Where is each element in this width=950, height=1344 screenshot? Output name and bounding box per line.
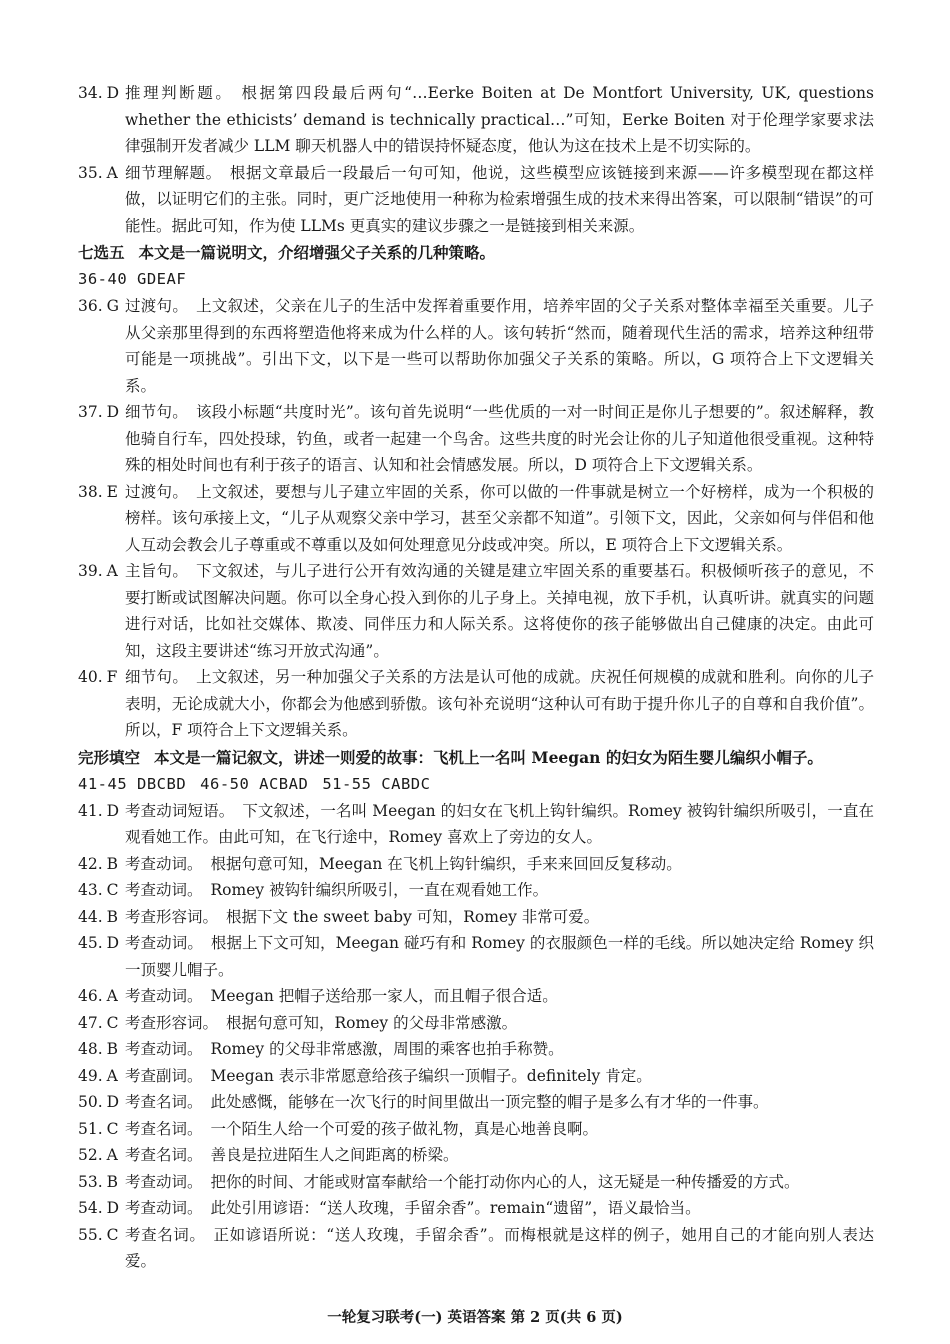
question-number: 52. xyxy=(78,1146,103,1164)
question-number: 48. xyxy=(78,1040,103,1058)
question-number: 46. xyxy=(78,987,103,1005)
section-label: 完形填空 xyxy=(78,747,141,767)
question-number-and-answer xyxy=(78,479,118,506)
explanation-text: 根据第四段最后两句“…Eerke Boiten at De Montfort University, UK, questions whether the ethicists’ demand is technically practical…”可知，Eerke Boiten 对于伦理学家要求法律强制开发者减少 LLM 聊天机器人中的错误持怀疑态度，他认为这在技术上是不切实际的。 xyxy=(125,84,874,155)
explanation-text: 一个陌生人给一个可爱的孩子做礼物，真是心地善良啊。 xyxy=(210,1119,599,1138)
explanation-text: 该段小标题“共度时光”。该句首先说明“一些优质的一对一时间正是你儿子想要的”。叙述解释，教他骑自行车，四处投球，钓鱼，或者一起建一个鸟舍。这些共度的时光会让你的儿子知道他很受重视。这种特殊的相处时间也有利于孩子的语言、认知和社会情感发展。所以，D 项符合上下文逻辑关系。 xyxy=(125,403,874,474)
question-number-and-answer xyxy=(78,399,119,426)
explanation-text: 根据下文 the sweet baby 可知，Romey 非常可爱。 xyxy=(226,907,600,926)
answer-key-group: 36-40 GDEAF xyxy=(78,270,187,288)
answer-item xyxy=(78,1169,874,1196)
answer-letter: C xyxy=(106,881,119,899)
question-type: 考查名词。 xyxy=(125,1225,206,1244)
question-number: 37. xyxy=(78,403,103,421)
explanation-text: 正如谚语所说：“送人玫瑰，手留余香”。而梅根就是这样的例子，她用自己的才能向别人表达爱。 xyxy=(125,1225,874,1270)
answer-letter: E xyxy=(106,482,118,501)
answer-item xyxy=(78,664,874,744)
question-number-and-answer xyxy=(78,1195,119,1222)
answer-item xyxy=(78,293,874,399)
explanation-text: Meegan 把帽子送给那一家人，而且帽子很合适。 xyxy=(210,987,558,1005)
section-title: 本文是一篇记叙文，讲述一则爱的故事：飞机上一名叫 Meegan 的妇女为陌生婴儿编织小帽子。 xyxy=(154,747,823,767)
answer-letter: C xyxy=(106,1119,119,1138)
answer-item xyxy=(78,983,874,1010)
answer-letter: C xyxy=(106,1013,119,1032)
question-number-and-answer xyxy=(78,930,119,957)
question-number: 34. xyxy=(78,84,103,102)
answer-letter: G xyxy=(106,297,120,315)
question-number: 50. xyxy=(78,1093,103,1111)
question-type: 考查动词。 xyxy=(125,1172,203,1191)
answer-letter: B xyxy=(106,907,119,926)
answer-key-group: 41-45 DBCBD xyxy=(78,774,187,793)
question-type: 细节理解题。 xyxy=(125,163,222,182)
question-type: 考查动词。 xyxy=(125,987,203,1005)
answer-item xyxy=(78,930,874,983)
question-number: 45. xyxy=(78,934,103,952)
question-number-and-answer xyxy=(78,1142,118,1169)
answer-item xyxy=(78,160,874,240)
question-number: 35. xyxy=(78,163,103,182)
question-type: 主旨句。 xyxy=(125,562,189,580)
answer-item xyxy=(78,1089,874,1116)
question-number: 55. xyxy=(78,1225,103,1244)
answer-item xyxy=(78,904,874,931)
answer-letter: A xyxy=(106,1066,118,1085)
explanation-text: 善良是拉进陌生人之间距离的桥梁。 xyxy=(210,1146,459,1164)
seven-choose-five-answers xyxy=(78,293,874,744)
answer-letter: A xyxy=(106,163,118,182)
question-number: 41. xyxy=(78,801,103,820)
answer-letter: D xyxy=(106,801,120,820)
question-number-and-answer xyxy=(78,1036,118,1063)
answer-letter: A xyxy=(106,562,118,580)
answer-item xyxy=(78,399,874,479)
question-number: 47. xyxy=(78,1013,103,1032)
question-number-and-answer xyxy=(78,1010,119,1037)
question-number-and-answer xyxy=(78,80,119,107)
explanation-text: Meegan 表示非常愿意给孩子编织一顶帽子。definitely 肯定。 xyxy=(210,1066,652,1085)
question-number: 36. xyxy=(78,297,103,315)
answer-item xyxy=(78,1116,874,1143)
explanation-text: 根据文章最后一段最后一句可知，他说，这些模型应该链接到来源——许多模型现在都这样做，以证明它们的主张。同时，更广泛地使用一种称为检索增强生成的技术来得出答案，可以限制“错误”的可能性。据此可知，作为使 LLMs 更真实的建议步骤之一是链接到相关来源。 xyxy=(125,163,874,235)
answer-item xyxy=(78,798,874,851)
question-number: 38. xyxy=(78,482,103,501)
question-type: 细节句。 xyxy=(125,403,188,421)
answer-item xyxy=(78,1195,874,1222)
answer-letter: A xyxy=(106,1146,118,1164)
answer-key-group: 51-55 CABDC xyxy=(322,774,431,793)
question-number-and-answer xyxy=(78,1169,118,1196)
answer-key-line xyxy=(78,266,874,293)
question-number-and-answer xyxy=(78,877,119,904)
answer-letter: D xyxy=(106,84,120,102)
answer-key-group: 46-50 ACBAD xyxy=(200,774,309,793)
answer-item xyxy=(78,80,874,160)
question-number: 54. xyxy=(78,1199,103,1217)
question-number-and-answer xyxy=(78,1222,119,1249)
answer-letter: D xyxy=(106,1199,120,1217)
answer-item xyxy=(78,1010,874,1037)
question-number: 44. xyxy=(78,907,103,926)
explanation-text: 根据句意可知，Romey 的父母非常感激。 xyxy=(226,1013,518,1032)
explanation-text: 下文叙述，与儿子进行公开有效沟通的关键是建立牢固关系的重要基石。积极倾听孩子的意见，不要打断或试图解决问题。你可以全身心投入到你的儿子身上。关掉电视，放下手机，认真听讲。就真实的问题进行对话，比如社交媒体、欺凌、同伴压力和人际关系。这将使你的孩子能够做出自己健康的决定。由此可知，这段主要讲述“练习开放式沟通”。 xyxy=(125,562,874,660)
answer-item xyxy=(78,479,874,559)
answer-letter: F xyxy=(106,668,118,686)
question-number: 40. xyxy=(78,668,103,686)
question-type: 考查动词短语。 xyxy=(125,801,235,820)
answer-letter: A xyxy=(106,987,118,1005)
question-type: 考查形容词。 xyxy=(125,1013,219,1032)
explanation-text: Romey 的父母非常感激，周围的乘客也拍手称赞。 xyxy=(210,1040,564,1058)
answer-item xyxy=(78,1142,874,1169)
question-type: 考查动词。 xyxy=(125,854,203,873)
explanation-text: 此处引用谚语：“送人玫瑰，手留余香”。remain“遗留”，语义最恰当。 xyxy=(210,1199,701,1217)
answer-key-line xyxy=(78,771,874,798)
question-type: 考查形容词。 xyxy=(125,907,219,926)
answer-item xyxy=(78,1036,874,1063)
question-number: 42. xyxy=(78,854,103,873)
explanation-text: 此处感慨，能够在一次飞行的时间里做出一顶完整的帽子是多么有才华的一件事。 xyxy=(210,1093,769,1111)
answer-item xyxy=(78,1063,874,1090)
question-number-and-answer xyxy=(78,160,118,187)
section-heading-cloze xyxy=(78,744,874,771)
answer-item xyxy=(78,558,874,664)
answer-letter: D xyxy=(106,934,120,952)
question-number-and-answer xyxy=(78,1063,118,1090)
question-number: 51. xyxy=(78,1119,103,1138)
cloze-answers xyxy=(78,798,874,1275)
answer-item xyxy=(78,1222,874,1275)
question-number-and-answer xyxy=(78,558,118,585)
question-type: 考查动词。 xyxy=(125,1040,203,1058)
explanation-text: 根据句意可知，Meegan 在飞机上钩针编织，手来来回回反复移动。 xyxy=(210,854,682,873)
explanation-text: 根据上下文可知，Meegan 碰巧有和 Romey 的衣服颜色一样的毛线。所以她决定给 Romey 织一顶婴儿帽子。 xyxy=(125,934,874,979)
question-number: 49. xyxy=(78,1066,103,1085)
page-content xyxy=(78,80,874,1275)
question-type: 考查动词。 xyxy=(125,881,203,899)
page-footer: 一轮复习联考(一) 英语答案 第 2 页(共 6 页) xyxy=(327,1309,623,1326)
answer-letter: B xyxy=(106,854,119,873)
answer-letter: D xyxy=(106,1093,120,1111)
section-heading-seven-choose-five xyxy=(78,239,874,266)
question-number: 53. xyxy=(78,1172,103,1191)
answer-item xyxy=(78,877,874,904)
answer-letter: C xyxy=(106,1225,119,1244)
question-number-and-answer xyxy=(78,983,118,1010)
explanation-text: Romey 被钩针编织所吸引，一直在观看她工作。 xyxy=(210,881,549,899)
section-label: 七选五 xyxy=(78,243,125,262)
explanation-text: 上文叙述，父亲在儿子的生活中发挥着重要作用，培养牢固的父子关系对整体幸福至关重要。儿子从父亲那里得到的东西将塑造他将来成为什么样的人。该句转折“然而，随着现代生活的需求，培养这种纽带可能是一项挑战”。引出下文，以下是一些可以帮助你加强父子关系的策略。所以，G 项符合上下文逻辑关系。 xyxy=(125,297,874,395)
section-title: 本文是一篇说明文，介绍增强父子关系的几种策略。 xyxy=(138,243,496,262)
question-number: 43. xyxy=(78,881,103,899)
question-type: 过渡句。 xyxy=(125,297,189,315)
question-number-and-answer xyxy=(78,851,118,878)
answer-letter: D xyxy=(106,403,120,421)
question-number-and-answer xyxy=(78,1116,119,1143)
question-number: 39. xyxy=(78,562,103,580)
question-type: 考查名词。 xyxy=(125,1146,203,1164)
question-type: 推理判断题。 xyxy=(125,84,234,102)
answer-item xyxy=(78,851,874,878)
explanation-text: 上文叙述，要想与儿子建立牢固的关系，你可以做的一件事就是树立一个好榜样，成为一个积极的榜样。该句承接上文，“儿子从观察父亲中学习，甚至父亲都不知道”。引领下文，因此，父亲如何与伴侣和他人互动会教会儿子尊重或不尊重以及如何处理意见分歧或冲突。所以，E 项符合上下文逻辑关系。 xyxy=(125,482,874,554)
explanation-text: 上文叙述，另一种加强父子关系的方法是认可他的成就。庆祝任何规模的成就和胜利。向你的儿子表明，无论成就大小，你都会为他感到骄傲。该句补充说明“这种认可有助于提升你儿子的自尊和自我价值”。所以，F 项符合上下文逻辑关系。 xyxy=(125,668,874,739)
explanation-text: 下文叙述，一名叫 Meegan 的妇女在飞机上钩针编织。Romey 被钩针编织所吸引，一直在观看她工作。由此可知，在飞行途中，Romey 喜欢上了旁边的女人。 xyxy=(125,801,874,846)
question-number-and-answer xyxy=(78,1089,119,1116)
answer-letter: B xyxy=(106,1172,119,1191)
question-number-and-answer xyxy=(78,664,117,691)
question-number-and-answer xyxy=(78,293,119,320)
question-type: 考查副词。 xyxy=(125,1066,203,1085)
answer-letter: B xyxy=(106,1040,119,1058)
question-type: 考查名词。 xyxy=(125,1119,203,1138)
reading-answers xyxy=(78,80,874,239)
question-type: 考查动词。 xyxy=(125,934,203,952)
explanation-text: 把你的时间、才能或财富奉献给一个能打动你内心的人，这无疑是一种传播爱的方式。 xyxy=(210,1172,800,1191)
question-type: 过渡句。 xyxy=(125,482,189,501)
question-type: 考查名词。 xyxy=(125,1093,203,1111)
question-number-and-answer xyxy=(78,798,119,825)
question-type: 细节句。 xyxy=(125,668,189,686)
question-number-and-answer xyxy=(78,904,118,931)
question-type: 考查动词。 xyxy=(125,1199,203,1217)
